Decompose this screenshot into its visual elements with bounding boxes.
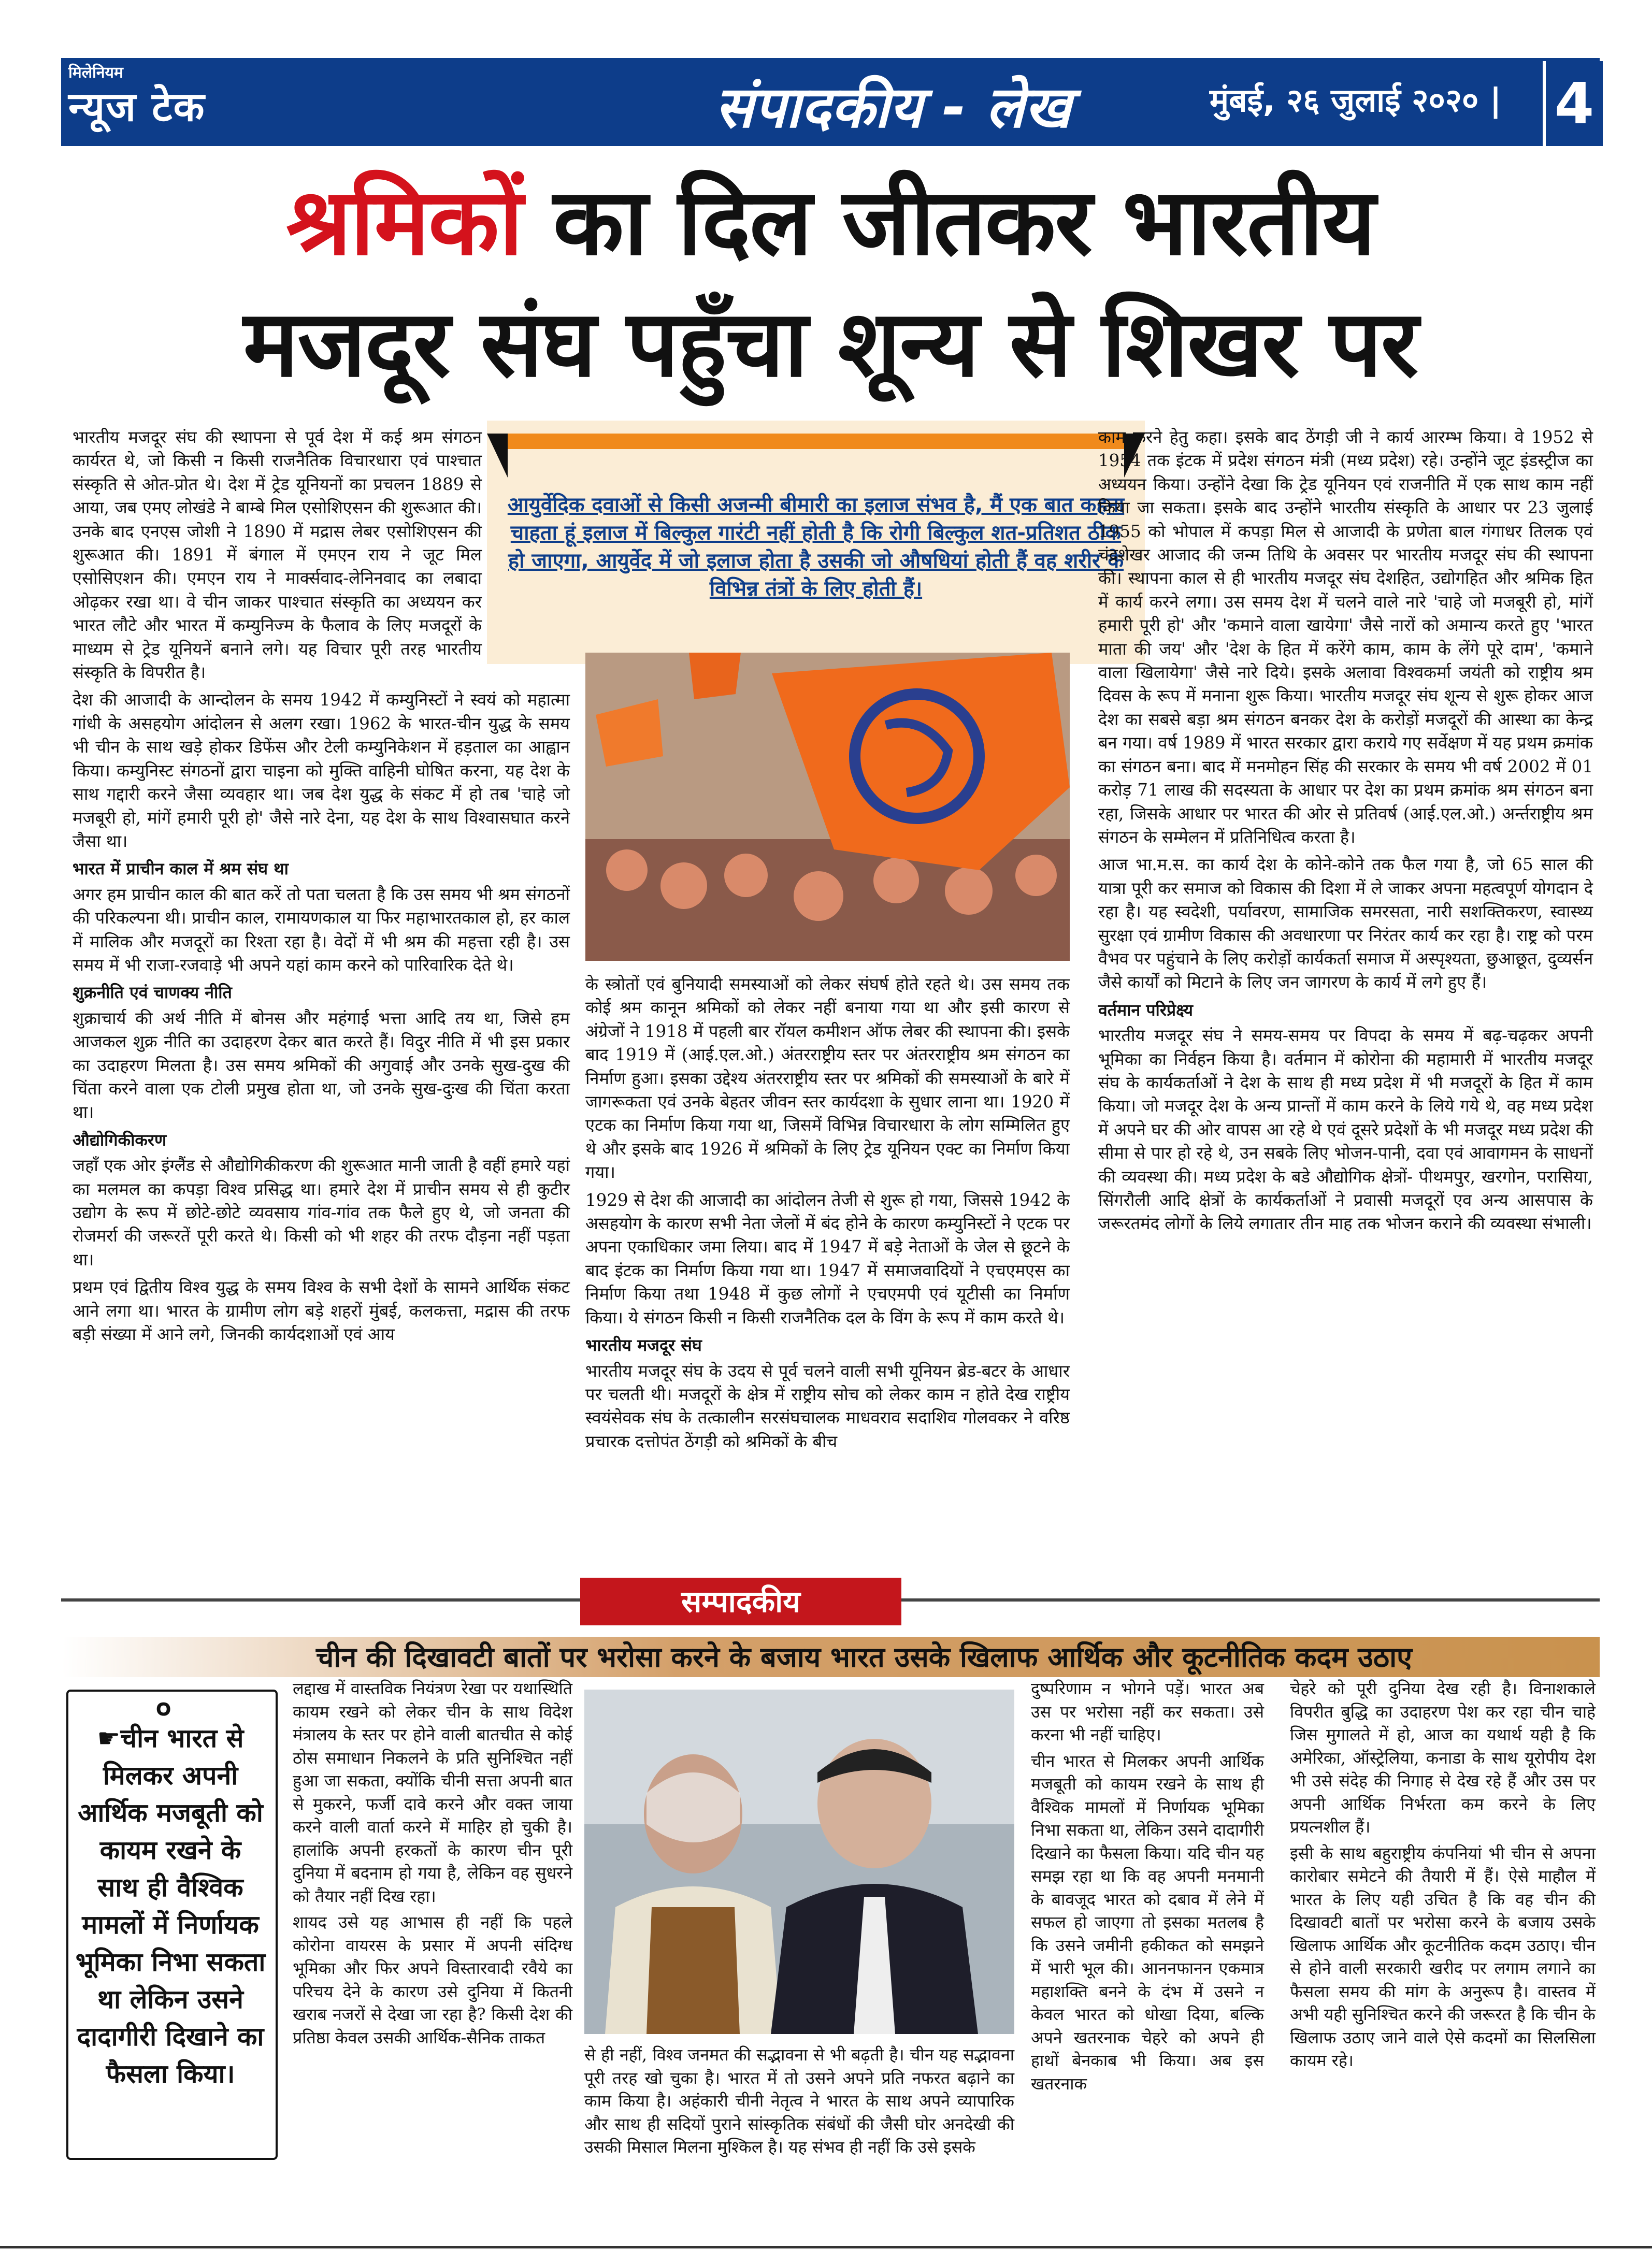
col3-subhead-1: वर्तमान परिप्रेक्ष्य: [1098, 1000, 1193, 1020]
quote-text: आयुर्वेदिक दवाओं से किसी अजन्मी बीमारी का इलाज संभव है, मैं एक बात कहना चाहता हूं इलाज में बिल्कुल गारंटी नहीं होती है कि रोगी बिल्कुल शत-प्रतिशत ठीक हो जाएगा, आयुर्वेद में जो इलाज होता है उसकी जो औषधियां होती हैं वह शरीर के विभिन्न तंत्रों के लिए होती हैं।: [507, 493, 1125, 601]
col1-para4: शुक्राचार्य की अर्थ नीति में बोनस और महंगाई भत्ता आदि तय था, जिसे हम आजकल शुक्र नीति का उदाहरण देकर बात करते हैं। विदुर नीति में भी इस प्रकार का उदाहरण मिलता है। उस समय श्रमिकों की अगुवाई और उनके सुख-दुख की चिंता करने वाला एक टोली प्रमुख होता था, जो उनके सुख-दुःख की चिंता करता था।: [73, 1008, 570, 1122]
col3-para1: काम करने हेतु कहा। इसके बाद ठेंगड़ी जी ने कार्य आरम्भ किया। वे 1952 से 1954 तक इंटक में प्रदेश संगठन मंत्री (मध्य प्रदेश) रहे। उन्होंने जूट इंडस्ट्रीज का अध्ययन किया। उन्होंने देखा कि ट्रेड यूनियन एवं राजनीति में एक साथ काम नहीं किया जा सकता। इसके बाद उन्होंने भारतीय संस्कृति के आधार पर 23 जुलाई 1955 को भोपाल में कपड़ा मिल से आजादी के प्रणेता बाल गंगाधर तिलक एवं चंद्रशेखर आजाद की जन्म तिथि के अवसर पर भारतीय मजदूर संघ की स्थापना की। स्थापना काल से ही भारतीय मजदूर संघ देशहित, उद्योगहित और श्रमिक हित में कार्य करने लगा। उस समय देश में चलने वाले नारे 'चाहे जो मजबूरी हो, मांगें हमारी पूरी हो' और 'कमाने वाला खायेगा' जैसे नारों को अमान्य करते हुए 'भारत माता की जय' और 'देश के हित में करेंगे काम, काम के लेंगे पूरे दाम', 'कमाने वाला खिलायेगा' जैसे नारे दिये। इसके अलावा विश्वकर्मा जयंती को राष्ट्रीय श्रम दिवस के रूप में मनाना शुरू किया। भारतीय मजदूर संघ शून्य से शुरू होकर आज देश का सबसे बड़ा श्रम संगठन बनकर देश के करोड़ों मजदूरों की आस्था का केन्द्र बन गया। वर्ष 1989 में भारत सरकार द्वारा कराये गए सर्वेक्षण में यह प्रथम क्रमांक का संगठन बना। बाद में मनमोहन सिंह की सरकार के समय भी वर्ष 2002 में 01 करोड़ 71 लाख की सदस्यता के आधार पर देश का प्रथम क्रमांक श्रम संगठन बना रहा, जिसके आधार पर भारत की ओर से प्रतिवर्ष (आई.एल.ओ.) अर्न्तराष्ट्रीय श्रम संगठन के सम्मेलन में प्रतिनिधित्व करता है।: [1098, 427, 1593, 847]
ed-c4-para2: इसी के साथ बहुराष्ट्रीय कंपनियां भी चीन से अपना कारोबार समेटने की तैयारी में हैं। ऐसे माहौल में भारत के लिए यही उचित है कि वह चीन की दिखावटी बातों पर भरोसा करने के बजाय उसके खिलाफ आर्थिक और कूटनीतिक कदम उठाए। चीन से होने वाली सरकारी खरीद पर लगाम लगाने का फैसला समय की मांग के अनुरूप है। वास्तव में अभी यही सुनिश्चित करने की जरूरत है कि चीन के खिलाफ उठाए जाने वाले ऐसे कदमों का सिलसिला कायम रहे।: [1290, 1843, 1596, 2070]
editorial-headline: चीन की दिखावटी बातों पर भरोसा करने के बजाय भारत उसके खिलाफ आर्थिक और कूटनीतिक कदम उठाए: [316, 1641, 1413, 1674]
ed-c3-para2: चीन भारत से मिलकर अपनी आर्थिक मजबूती को कायम रखने के साथ ही वैश्विक मामलों में निर्णायक भूमिका निभा सकता था, लेकिन उसने दादागीरी दिखाने का फैसला किया। यदि चीन यह समझ रहा था कि वह अपनी मनमानी के बावजूद भारत को दबाव में लेने में सफल हो जाएगा तो इसका मतलब है कि उसने जमीनी हकीकत को समझने में भारी भूल की। आननफानन एकमात्र महाशक्ति बनने के दंभ में उसने न केवल भारत को धोखा दिया, बल्कि अपने खतरनाक चेहरे को अपने ही हाथों बेनकाब भी किया। अब इस खतरनाक: [1031, 1751, 1264, 2094]
issue-date: मुंबई, २६ जुलाई २०२० |: [1210, 81, 1502, 119]
col1-para2: देश की आजादी के आन्दोलन के समय 1942 में कम्युनिस्टों ने स्वयं को महात्मा गांधी के असहयोग आंदोलन से अलग रखा। 1962 के भारत-चीन युद्ध के समय भी चीन के साथ खड़े होकर डिफेंस और टेली कम्युनिकेशन में हड़ताल का आह्वान किया। कम्युनिस्ट संगठनों द्वारा चाइना को मुक्ति वाहिनी घोषित करना, यह देश के साथ गद्दारी करने जैसा व्यवहार था। जब देश युद्ध के संकट में हो तब 'चाहे जो मजबूरी हो, मांगें हमारी पूरी हो' जैसे नारे देना, यह देश के साथ विश्वासघात करने जैसा था।: [73, 690, 570, 851]
quote-box-ribbon: [487, 421, 1145, 478]
page-number: 4: [1543, 61, 1603, 146]
article-column-2: [585, 973, 1070, 1458]
editorial-tag: सम्पादकीय: [580, 1578, 901, 1625]
leaders-photo: [584, 1690, 1014, 2034]
col1-para5: जहाँ एक ओर इंग्लैंड से औद्योगिकीकरण की शुरूआत मानी जाती है वहीं हमारे यहां का मलमल का कपड़ा विश्व प्रसिद्ध था। हमारे देश में प्राचीन समय से ही कुटीर उद्योग के रूप में छोटे-छोटे व्यवसाय गांव-गांव तक फैले हुए थे, जो जनता की रोजमर्रा की जरूरतें पूरी करते थे। किसी को भी शहर की तरफ दौड़ना नहीं पड़ता था।: [73, 1156, 570, 1270]
col1-para1: भारतीय मजदूर संघ की स्थापना से पूर्व देश में कई श्रम संगठन कार्यरत थे, जो किसी न किसी राजनैतिक विचारधारा एवं पाश्चात संस्कृति से ओत-प्रोत थे। देश में ट्रेड यूनियनों का प्रचलन 1889 से आया, जब एमए लोखंडे ने बाम्बे मिल एसोशिएसन की शुरूआत की। उनके बाद एनएस जोशी ने 1890 में मद्रास लेबर एसोशिएसन की शुरूआत की। 1891 में बंगाल में एमएन राय ने जूट मिल एसोसिएशन की। एमएन राय ने मार्क्सवाद-लेनिनवाद का लबादा ओढ़कर रखा था। वे चीन जाकर पाश्चात संस्कृति का अध्ययन कर भारत लौटे और भारत में कम्युनिज्म के फैलाव के लिए मजदूरों के माध्यम से ट्रेड यूनियनें बनाने लगे। यह विचार पूरी तरह भारतीय संस्कृति के विपरीत है।: [73, 427, 482, 683]
col2-para3: भारतीय मजदूर संघ के उदय से पूर्व चलने वाली सभी यूनियन ब्रेड-बटर के आधार पर चलती थी। मजदूरों के क्षेत्र में राष्ट्रीय सोच को लेकर काम न होते देख राष्ट्रीय स्वयंसेवक संघ के तत्कालीन सरसंघचालक माधवराव सदाशिव गोलवकर ने वरिष्ठ प्रचारक दत्तोपंत ठेंगड़ी को श्रमिकों के बीच: [585, 1361, 1070, 1451]
editorial-column-4: [1290, 1677, 1596, 2075]
article-column-1: [73, 426, 570, 1350]
rally-photo: [585, 653, 1070, 961]
col1-para3: अगर हम प्राचीन काल की बात करें तो पता चलता है कि उस समय भी श्रम संगठनों की परिकल्पना थी। प्राचीन काल, रामायणकाल या फिर महाभारतकाल हो, हर काल में मालिक और मजदूरों का रिश्ता रहा है। वेदों में भी श्रम की महत्ता रही है। उस समय में भी राजा-रजवाड़े भी अपने यहां काम करने को पारिवारिक देते थे।: [73, 884, 570, 975]
headline-red-word: श्रमिकों: [286, 168, 522, 276]
col1-subhead-1: भारत में प्राचीन काल में श्रम संघ था: [73, 859, 289, 879]
editorial-column-1: [293, 1677, 572, 2052]
article-column-3: [1098, 426, 1593, 1240]
brand-small: मिलेनियम: [68, 64, 123, 82]
col1-subhead-3: औद्योगिकीकरण: [73, 1130, 167, 1150]
ed-c3-para1: दुष्परिणाम न भोगने पड़ें। भारत अब उस पर भरोसा नहीं कर सकता। उसे करना भी नहीं चाहिए।: [1031, 1679, 1264, 1744]
col3-para3: भारतीय मजदूर संघ ने समय-समय पर विपदा के समय में बढ़-चढ़कर अपनी भूमिका का निर्वहन किया है। वर्तमान में कोरोना की महामारी में भारतीय मजदूर संघ के कार्यकर्ताओं ने देश के साथ ही मध्य प्रदेश में भी मजदूरों के हित में काम किया। जो मजदूर देश के अन्य प्रान्तों में काम करने के लिये गये थे, वह मध्य प्रदेश में अपने घर की ओर वापस आ रहे थे एवं दूसरे प्रदेशों के भी मजदूर मध्य प्रदेश की सीमा से पार हो रहे थे, उन सबके लिए भोजन-पानी, दवा एवं आवागमन के साधनों की व्यवस्था की। मध्य प्रदेश के बडे औद्योगिक क्षेत्रों- पीथमपुर, खरगोन, परासिया, सिंगरौली आदि क्षेत्रों के कार्यकर्ताओं ने प्रवासी मजदूरों एव अन्य आसपास के जरूरतमंद लोगों के लिये लगातार तीन माह तक भोजन कराने की व्यवस्था संभाली।: [1098, 1026, 1593, 1234]
col1-subhead-2: शुक्रनीति एवं चाणक्य नीति: [73, 983, 232, 1003]
ed-c1-para2: शायद उसे यह आभास ही नहीं कि पहले कोरोना वायरस के प्रसार में अपनी संदिग्ध भूमिका और फिर अपने विस्तारवादी रवैये का परिचय देने के कारण उसे दुनिया में कितनी खराब नजरों से देखा जा रहा है? किसी देश की प्रतिष्ठा केवल उसकी आर्थिक-सैनिक ताकत: [293, 1912, 572, 2047]
headline-line1-rest: का दिल जीतकर भारतीय: [522, 168, 1375, 276]
pull-quote-mark: ०: [155, 1691, 172, 1727]
col2-para2: 1929 से देश की आजादी का आंदोलन तेजी से शुरू हो गया, जिससे 1942 के असहयोग के कारण सभी नेता जेलों में बंद होने के कारण कम्युनिस्टों ने एटक पर अपना एकाधिकार जमा लिया। बाद में 1947 में बड़े नेताओं के जेल से छूटने के बाद इंटक का निर्माण किया गया था। 1947 में समाजवादियों ने एचएमएस का निर्माण किया तथा 1948 में कुछ लोगों ने एचएमपी एवं यूटीसी का निर्माण किया। ये संगठन किसी न किसी राजनैतिक दल के विंग के रूप में काम करते थे।: [585, 1190, 1070, 1328]
brand-logo: न्यूज टेक: [68, 84, 206, 131]
col2-subhead-1: भारतीय मजदूर संघ: [585, 1335, 702, 1355]
headline-line1: [61, 168, 1600, 276]
col2-para1: के स्त्रोतों एवं बुनियादी समस्याओं को लेकर संघर्ष होते रहते थे। उस समय तक कोई श्रम कानून श्रमिकों को लेकर नहीं बनाया गया था और इसी कारण से अंग्रेजों ने 1918 में पहली बार रॉयल कमीशन ऑफ लेबर की स्थापना की। इसके बाद 1919 में (आई.एल.ओ.) अंतरराष्ट्रीय स्तर पर अंतरराष्ट्रीय श्रम संगठन का निर्माण हुआ। इसका उद्देश्य अंतरराष्ट्रीय स्तर पर श्रमिकों की समस्याओं के बारे में जागरूकता एवं उनके बेहतर जीवन स्तर कार्यदशा के सुधार लाना था। 1920 में एटक का निर्माण किया गया था, जिसमें विभिन्न विचारधारा के लोग सम्मिलित हुए थे और इसके बाद 1926 में श्रमिकों के लिए ट्रेड यूनियन एक्ट का निर्माण किया गया।: [585, 974, 1070, 1183]
ed-c2-para1: से ही नहीं, विश्व जनमत की सद्भावना से भी बढ़ती है। चीन यह सद्भावना पूरी तरह खो चुका है। भारत में तो उसने अपने प्रति नफरत बढ़ाने का काम किया है। अहंकारी चीनी नेतृत्व ने भारत के साथ अपने व्यापारिक और साथ ही सदियों पुराने सांस्कृतिक संबंधों की जैसी घोर अनदेखी की उसकी मिसाल मिलना मुश्किल है। यह संभव ही नहीं कि उसे इसके: [584, 2045, 1014, 2157]
section-title: संपादकीय - लेख: [715, 74, 1071, 140]
editorial-column-2: [584, 2043, 1014, 2162]
page-bottom-rule: [0, 2246, 1652, 2248]
ed-c1-para1: लद्दाख में वास्तविक नियंत्रण रेखा पर यथास्थिति कायम रखने को लेकर चीन के साथ विदेश मंत्रालय के स्तर पर होने वाली बातचीत से कोई ठोस समाधान निकलने के प्रति सुनिश्चित नहीं हुआ जा सकता, क्योंकि चीनी सत्ता अपनी बात से मुकरने, फर्जी दावे करने और वक्त जाया करने वाली वार्ता करने में माहिर हो चुकी है। हालांकि अपनी हरकतों के कारण चीन पूरी दुनिया में बदनाम हो गया है, लेकिन वह सुधरने को तैयार नहीं दिख रहा।: [293, 1679, 572, 1906]
col3-para2: आज भा.म.स. का कार्य देश के कोने-कोने तक फैल गया है, जो 65 साल की यात्रा पूरी कर समाज को विकास की दिशा में ले जाकर अपना महत्वपूर्ण योगदान दे रहा है। यह स्वदेशी, पर्यावरण, सामाजिक समरसता, नारी सशक्तिकरण, स्वास्थ्य सुरक्षा एवं ग्रामीण विकास की अवधारणा पर निरंतर कार्य कर रहा है। राष्ट्र को परम वैभव पर पहुंचाने के लिए करोड़ों कार्यकर्ता समाज में अस्पृश्यता, छुआछूत, दुव्यर्सन जैसे कार्यों को मिटाने के लिए जन जागरण के कार्य में लगे हुए हैं।: [1098, 855, 1593, 992]
headline-line2: मजदूर संघ पहुँचा शून्य से शिखर पर: [243, 290, 1418, 397]
editorial-column-3: [1031, 1677, 1264, 2098]
ed-c4-para1: चेहरे को पूरी दुनिया देख रही है। विनाशकाले विपरीत बुद्धि का उदाहरण पेश कर रहा चीन चाहे जिस मुगालते में हो, आज का यथार्थ यही है कि अमेरिका, ऑस्ट्रेलिया, कनाडा के साथ यूरोपीय देश भी उसे संदेह की निगाह से देख रहे हैं और उस पर अपनी आर्थिक निर्भरता कम करने के लिए प्रयत्नशील हैं।: [1290, 1679, 1596, 1837]
col1-para6: प्रथम एवं द्वितीय विश्व युद्ध के समय विश्व के सभी देशों के सामने आर्थिक संकट आने लगा था। भारत के ग्रामीण लोग बड़े शहरों मुंबई, कलकत्ता, मद्रास की तरफ बड़ी संख्या में आने लगे, जिनकी कार्यदशाओं एवं आय: [73, 1277, 570, 1345]
pull-quote-text: ☛चीन भारत से मिलकर अपनी आर्थिक मजबूती को कायम रखने के साथ ही वैश्विक मामलों में निर्णायक भूमिका निभा सकता था लेकिन उसने दादागीरी दिखाने का फैसला किया।: [75, 1723, 266, 2089]
